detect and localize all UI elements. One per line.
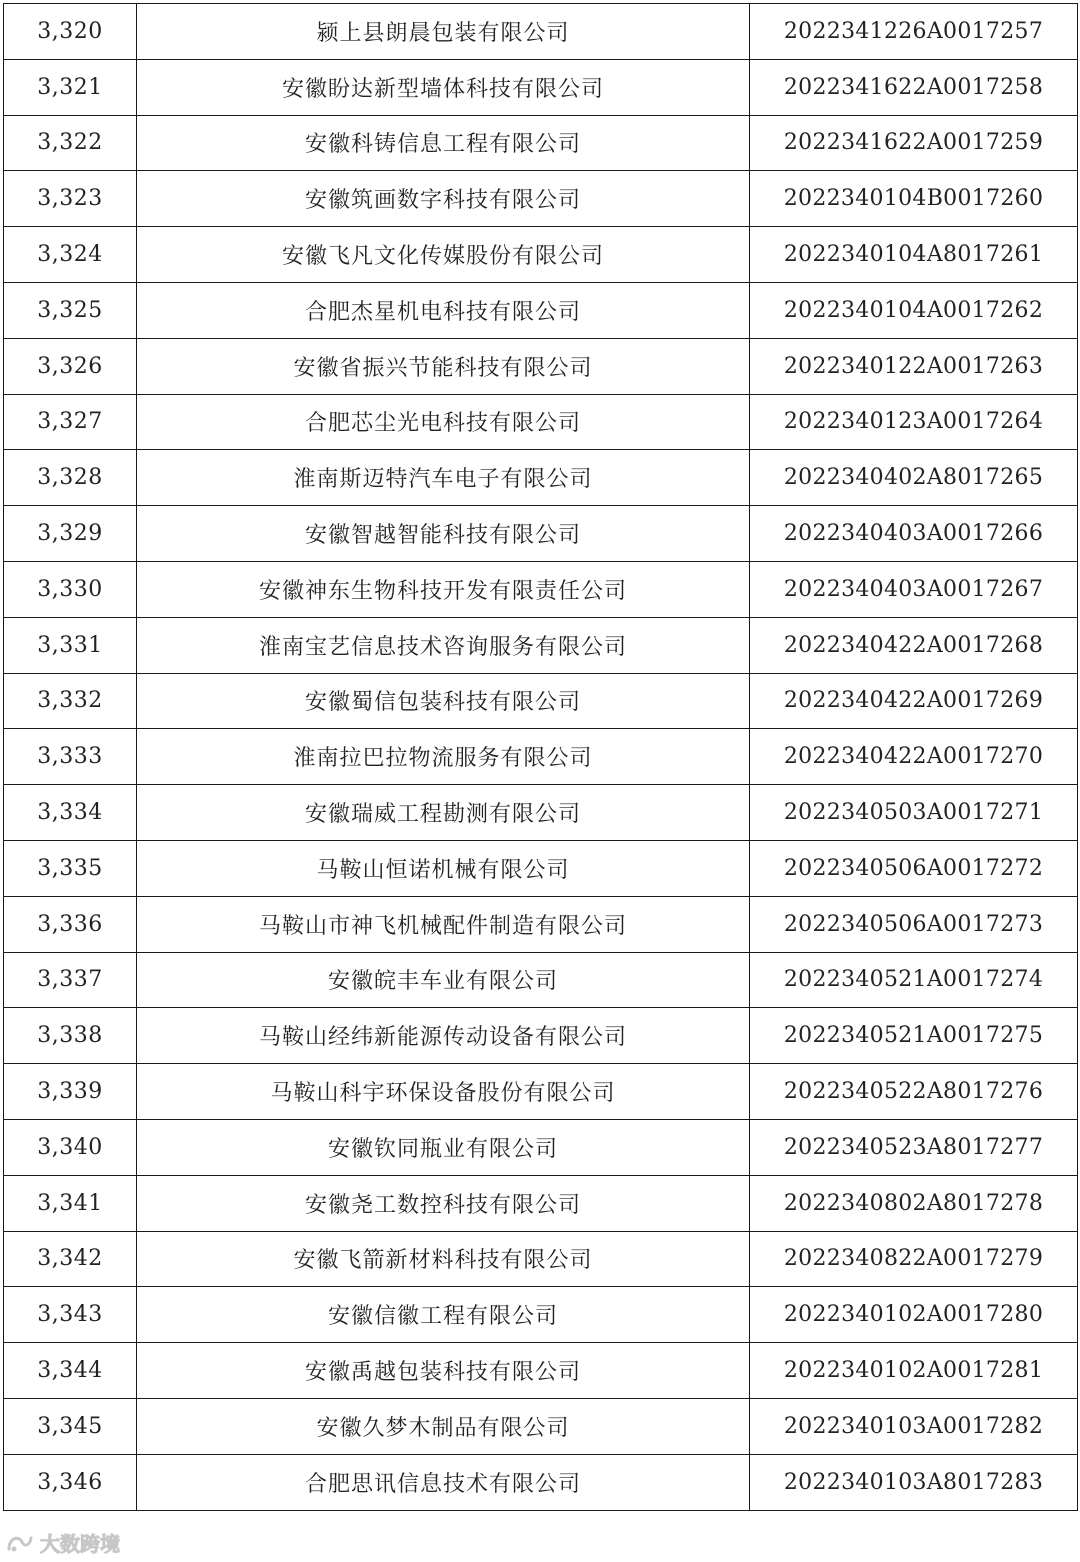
company-name-cell: 马鞍山恒诺机械有限公司 [137,840,750,896]
watermark [6,1528,120,1557]
registration-code-cell: 2022340403A0017266 [750,506,1078,562]
row-number-cell: 3,344 [4,1343,137,1399]
row-number-cell: 3,335 [4,840,137,896]
row-number-cell: 3,321 [4,59,137,115]
registration-code-cell: 2022340102A0017280 [750,1287,1078,1343]
table-body [4,4,1078,1511]
brand-logo-icon [6,1532,34,1554]
company-name-cell: 马鞍山经纬新能源传动设备有限公司 [137,1008,750,1064]
registration-code-cell: 2022340506A0017272 [750,840,1078,896]
registration-code-cell: 2022340503A0017271 [750,785,1078,841]
registration-code-cell: 2022340422A0017268 [750,617,1078,673]
company-name-cell: 合肥杰星机电科技有限公司 [137,282,750,338]
table-row [4,1454,1078,1510]
row-number-cell: 3,322 [4,115,137,171]
table-row [4,394,1078,450]
registration-code-cell: 2022340104B0017260 [750,171,1078,227]
company-name-cell: 安徽省振兴节能科技有限公司 [137,338,750,394]
table-row [4,59,1078,115]
company-name-cell: 安徽信徽工程有限公司 [137,1287,750,1343]
company-name-cell: 安徽科铸信息工程有限公司 [137,115,750,171]
registration-code-cell: 2022340103A0017282 [750,1398,1078,1454]
company-name-cell: 安徽皖丰车业有限公司 [137,952,750,1008]
row-number-cell: 3,333 [4,729,137,785]
table-row [4,561,1078,617]
row-number-cell: 3,339 [4,1064,137,1120]
registration-code-cell: 2022340422A0017269 [750,673,1078,729]
table-row [4,840,1078,896]
table-row [4,729,1078,785]
table-row [4,1064,1078,1120]
registration-code-cell: 2022341226A0017257 [750,4,1078,60]
table-row [4,1119,1078,1175]
enterprise-table [3,3,1078,1511]
row-number-cell: 3,325 [4,282,137,338]
row-number-cell: 3,345 [4,1398,137,1454]
table-row [4,785,1078,841]
row-number-cell: 3,329 [4,506,137,562]
registration-code-cell: 2022340522A8017276 [750,1064,1078,1120]
company-name-cell: 安徽瑞威工程勘测有限公司 [137,785,750,841]
row-number-cell: 3,346 [4,1454,137,1510]
table-row [4,617,1078,673]
company-name-cell: 马鞍山科宇环保设备股份有限公司 [137,1064,750,1120]
company-name-cell: 安徽飞凡文化传媒股份有限公司 [137,227,750,283]
table-row [4,506,1078,562]
table-row [4,896,1078,952]
row-number-cell: 3,331 [4,617,137,673]
registration-code-cell: 2022340822A0017279 [750,1231,1078,1287]
company-name-cell: 安徽蜀信包装科技有限公司 [137,673,750,729]
company-name-cell: 安徽飞箭新材料科技有限公司 [137,1231,750,1287]
company-name-cell: 安徽禹越包装科技有限公司 [137,1343,750,1399]
company-name-cell: 合肥思讯信息技术有限公司 [137,1454,750,1510]
table-row [4,227,1078,283]
company-name-cell: 淮南宝艺信息技术咨询服务有限公司 [137,617,750,673]
registration-code-cell: 2022341622A0017258 [750,59,1078,115]
row-number-cell: 3,320 [4,4,137,60]
row-number-cell: 3,326 [4,338,137,394]
table-row [4,1175,1078,1231]
row-number-cell: 3,327 [4,394,137,450]
table-row [4,171,1078,227]
registration-code-cell: 2022340102A0017281 [750,1343,1078,1399]
registration-code-cell: 2022340521A0017274 [750,952,1078,1008]
registration-code-cell: 2022341622A0017259 [750,115,1078,171]
row-number-cell: 3,330 [4,561,137,617]
row-number-cell: 3,337 [4,952,137,1008]
company-name-cell: 马鞍山市神飞机械配件制造有限公司 [137,896,750,952]
company-name-cell: 合肥芯尘光电科技有限公司 [137,394,750,450]
row-number-cell: 3,341 [4,1175,137,1231]
table-row [4,1398,1078,1454]
table-row [4,1287,1078,1343]
row-number-cell: 3,342 [4,1231,137,1287]
company-name-cell: 颍上县朗晨包装有限公司 [137,4,750,60]
table-row [4,338,1078,394]
row-number-cell: 3,336 [4,896,137,952]
table-row [4,282,1078,338]
row-number-cell: 3,338 [4,1008,137,1064]
registration-code-cell: 2022340123A0017264 [750,394,1078,450]
watermark-text: 大数跨境 [40,1532,120,1556]
company-name-cell: 安徽盼达新型墙体科技有限公司 [137,59,750,115]
company-name-cell: 淮南拉巴拉物流服务有限公司 [137,729,750,785]
table-row [4,952,1078,1008]
company-name-cell: 安徽神东生物科技开发有限责任公司 [137,561,750,617]
registration-code-cell: 2022340103A8017283 [750,1454,1078,1510]
row-number-cell: 3,334 [4,785,137,841]
company-name-cell: 安徽筑画数字科技有限公司 [137,171,750,227]
row-number-cell: 3,328 [4,450,137,506]
registration-code-cell: 2022340422A0017270 [750,729,1078,785]
registration-code-cell: 2022340521A0017275 [750,1008,1078,1064]
registration-code-cell: 2022340104A8017261 [750,227,1078,283]
table-row [4,1343,1078,1399]
table-row [4,1231,1078,1287]
registration-code-cell: 2022340403A0017267 [750,561,1078,617]
table-row [4,450,1078,506]
registration-code-cell: 2022340104A0017262 [750,282,1078,338]
table-row [4,1008,1078,1064]
company-name-cell: 安徽钦同瓶业有限公司 [137,1119,750,1175]
company-name-cell: 安徽智越智能科技有限公司 [137,506,750,562]
table-row [4,115,1078,171]
registration-code-cell: 2022340802A8017278 [750,1175,1078,1231]
row-number-cell: 3,324 [4,227,137,283]
row-number-cell: 3,343 [4,1287,137,1343]
registration-code-cell: 2022340506A0017273 [750,896,1078,952]
row-number-cell: 3,323 [4,171,137,227]
registration-code-cell: 2022340122A0017263 [750,338,1078,394]
row-number-cell: 3,340 [4,1119,137,1175]
company-name-cell: 安徽久梦木制品有限公司 [137,1398,750,1454]
table-row [4,673,1078,729]
row-number-cell: 3,332 [4,673,137,729]
table-row [4,4,1078,60]
company-name-cell: 淮南斯迈特汽车电子有限公司 [137,450,750,506]
registration-code-cell: 2022340402A8017265 [750,450,1078,506]
registration-code-cell: 2022340523A8017277 [750,1119,1078,1175]
company-name-cell: 安徽尧工数控科技有限公司 [137,1175,750,1231]
